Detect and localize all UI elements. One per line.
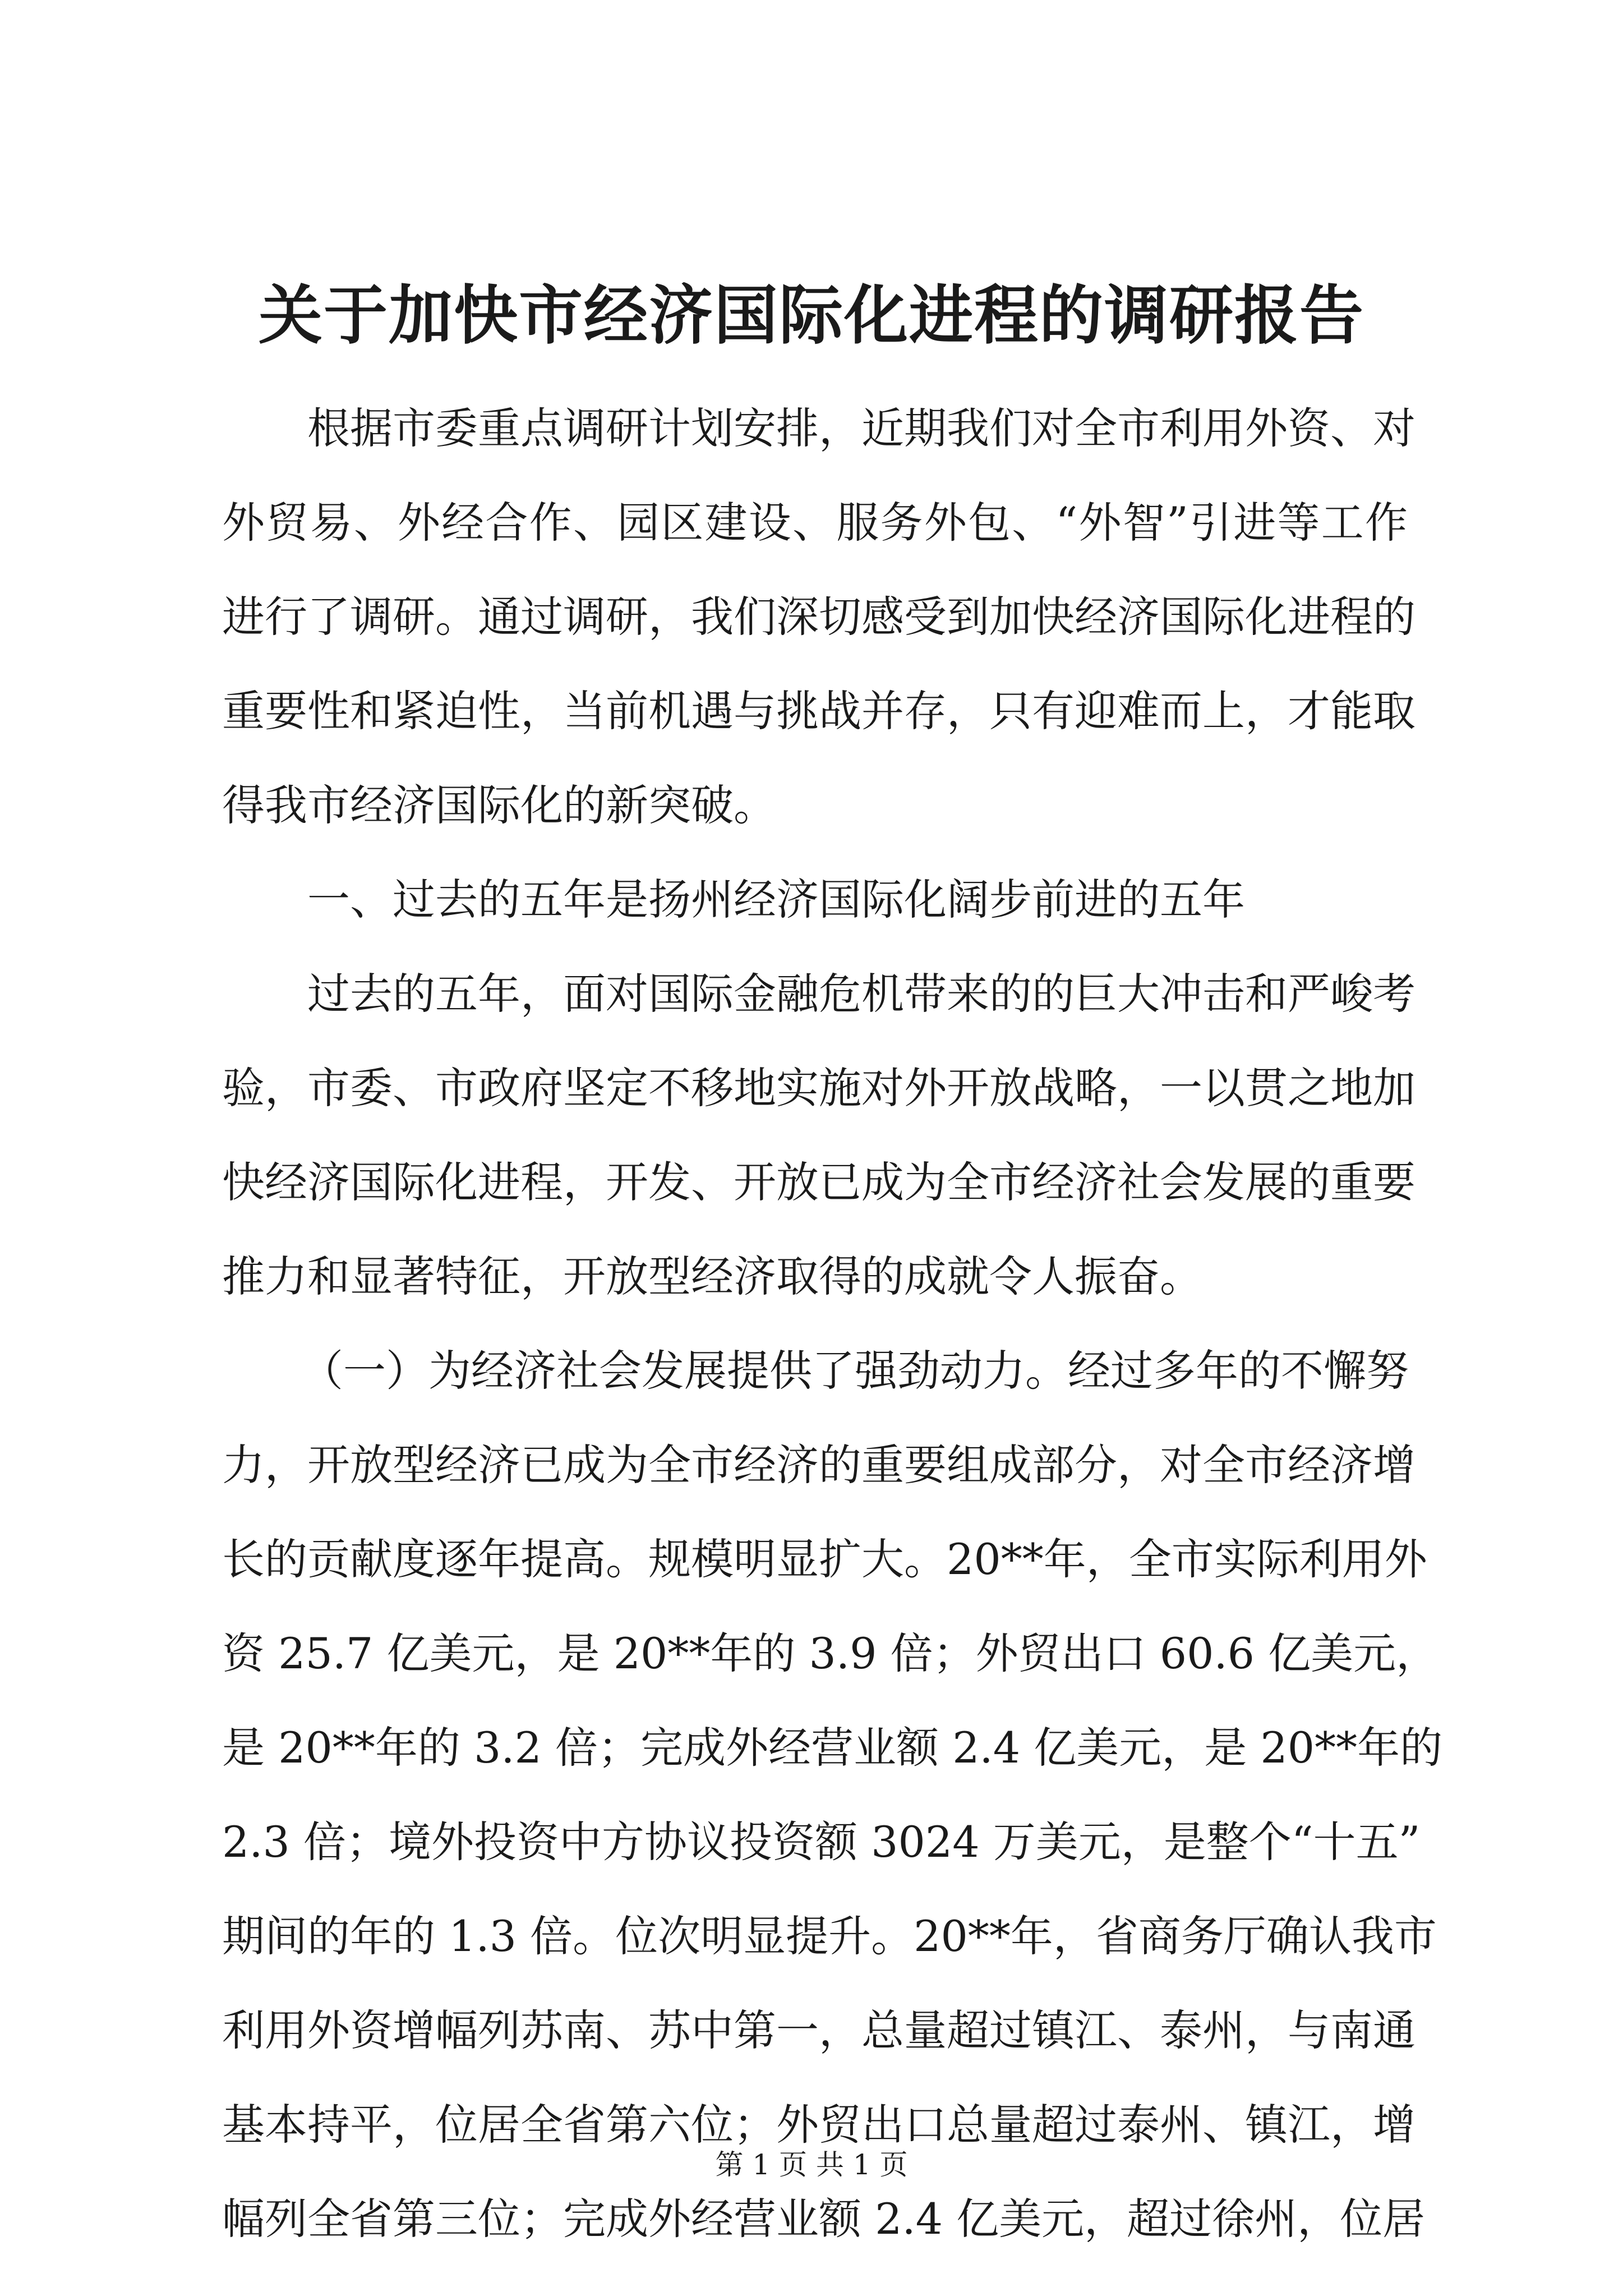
body-line: 得我市经济国际化的新突破。	[222, 780, 776, 830]
body-line: （一）为经济社会发展提供了强劲动力。经过多年的不懈努	[301, 1346, 1409, 1396]
document-title: 关于加快市经济国际化进程的调研报告	[258, 278, 1364, 353]
section-heading: 一、过去的五年是扬州经济国际化阔步前进的五年	[307, 875, 1245, 924]
body-line: 重要性和紧迫性，当前机遇与挑战并存，只有迎难而上，才能取	[222, 686, 1415, 736]
body-line: 幅列全省第三位；完成外经营业额 2.4 亿美元，超过徐州，位居	[222, 2194, 1426, 2244]
body-line: 外贸易、外经合作、园区建设、服务外包、“外智”引进等工作	[222, 498, 1408, 547]
body-line: 2.3 倍；境外投资中方协议投资额 3024 万美元，是整个“十五”	[222, 1817, 1421, 1867]
body-line: 是 20**年的 3.2 倍；完成外经营业额 2.4 亿美元，是 20**年的	[222, 1723, 1443, 1773]
body-line: 长的贡献度逐年提高。规模明显扩大。20**年，全市实际利用外	[222, 1534, 1427, 1584]
body-line: 利用外资增幅列苏南、苏中第一，总量超过镇江、泰州，与南通	[222, 2005, 1415, 2055]
body-line: 期间的年的 1.3 倍。位次明显提升。20**年，省商务厅确认我市	[222, 1911, 1437, 1961]
body-line: 资 25.7 亿美元，是 20**年的 3.9 倍；外贸出口 60.6 亿美元，	[222, 1628, 1439, 1678]
body-line: 过去的五年，面对国际金融危机带来的的巨大冲击和严峻考	[307, 969, 1415, 1019]
page-footer: 第 1 页 共 1 页	[715, 2148, 908, 2181]
body-line: 快经济国际化进程，开发、开放已成为全市经济社会发展的重要	[222, 1157, 1415, 1207]
body-line: 验，市委、市政府坚定不移地实施对外开放战略，一以贯之地加	[222, 1063, 1415, 1113]
body-line: 力，开放型经济已成为全市经济的重要组成部分，对全市经济增	[222, 1440, 1415, 1490]
body-line: 基本持平，位居全省第六位；外贸出口总量超过泰州、镇江，增	[222, 2100, 1415, 2150]
document-body	[222, 381, 1443, 2266]
body-line: 推力和显著特征，开放型经济取得的成就令人振奋。	[222, 1251, 1202, 1301]
body-line: 根据市委重点调研计划安排，近期我们对全市利用外资、对	[307, 403, 1415, 453]
body-line: 进行了调研。通过调研，我们深切感受到加快经济国际化进程的	[222, 592, 1415, 642]
